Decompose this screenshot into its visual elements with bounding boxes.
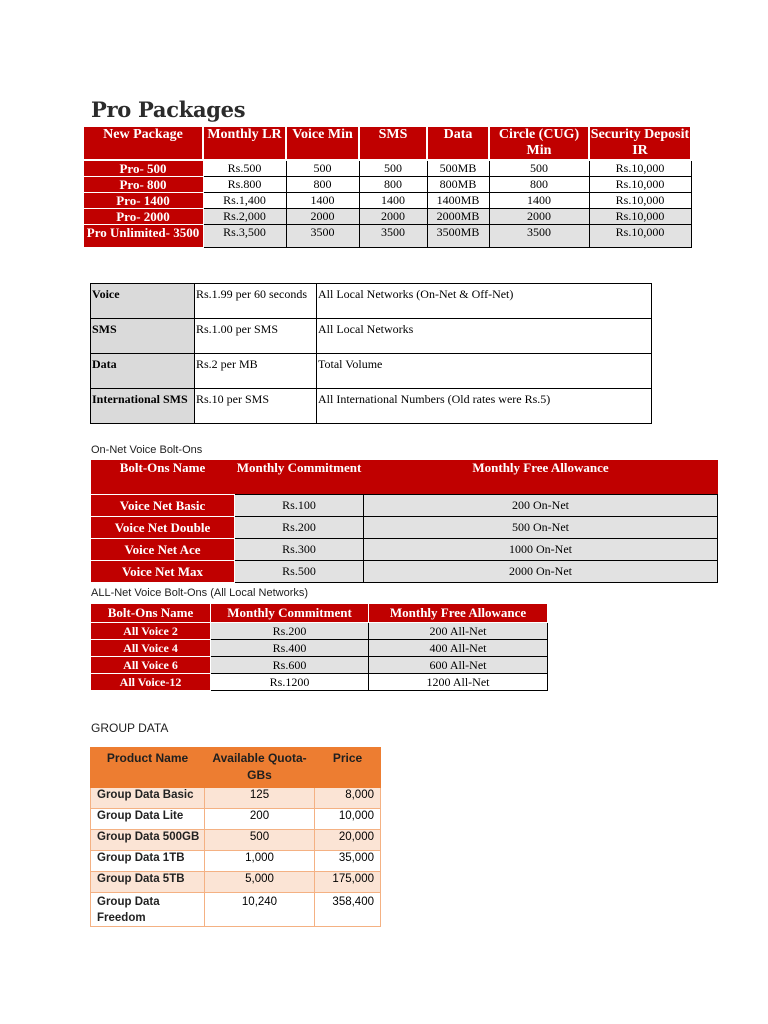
rate-label: International SMS (91, 389, 195, 424)
cell: Rs.500 (235, 561, 364, 583)
table-header-row (91, 748, 381, 788)
price: 175,000 (315, 872, 381, 893)
column-header: Monthly Commitment (211, 604, 369, 623)
product-name: Group Data Freedom (91, 893, 205, 927)
product-name: Group Data 500GB (91, 830, 205, 851)
column-header: Available Quota-GBs (205, 748, 315, 788)
cell: Rs.10,000 (589, 193, 691, 209)
cell: 500 (359, 160, 427, 177)
quota: 200 (205, 809, 315, 830)
product-name: Group Data 1TB (91, 851, 205, 872)
table-row (91, 788, 381, 809)
column-header: Security Deposit IR (590, 127, 690, 158)
table-row (91, 851, 381, 872)
table-row (91, 354, 652, 389)
column-header: Voice Min (286, 126, 359, 160)
price: 10,000 (315, 809, 381, 830)
table-row (83, 209, 691, 225)
rate-scope: Total Volume (317, 354, 652, 389)
cell: 1400MB (427, 193, 489, 209)
cell: 2000 (359, 209, 427, 225)
cell: 3500 (489, 225, 589, 248)
column-header: Data (427, 126, 489, 160)
cell: Rs.10,000 (589, 177, 691, 193)
product-name: Group Data 5TB (91, 872, 205, 893)
rate-label: Voice (91, 284, 195, 319)
cell: 400 All-Net (369, 640, 548, 657)
column-header: Monthly LR (203, 126, 286, 160)
cell: Rs.200 (235, 517, 364, 539)
cell: 500MB (427, 160, 489, 177)
table-row (91, 539, 718, 561)
column-header: Bolt-Ons Name (91, 460, 235, 495)
table-row (83, 160, 691, 177)
allnet-title: ALL-Net Voice Bolt-Ons (All Local Networks) (91, 587, 309, 599)
table-row (91, 872, 381, 893)
column-header: New Package (83, 126, 203, 160)
table-row (91, 674, 548, 691)
cell: 3500MB (427, 225, 489, 248)
bolt-on-name: All Voice 6 (91, 657, 211, 674)
cell: 2000 (489, 209, 589, 225)
table-header-row (91, 604, 548, 623)
table-row (91, 319, 652, 354)
rate-value: Rs.1.99 per 60 seconds (195, 284, 317, 319)
table-row (91, 284, 652, 319)
rate-scope: All International Numbers (Old rates were Rs.5) (317, 389, 652, 424)
quota: 125 (205, 788, 315, 809)
bolt-on-name: Voice Net Double (91, 517, 235, 539)
cell: 2000 (286, 209, 359, 225)
cell: 800 (489, 177, 589, 193)
pro-packages-table (82, 125, 692, 248)
cell: 1400 (489, 193, 589, 209)
package-name: Pro- 800 (83, 177, 203, 193)
cell: Rs.800 (203, 177, 286, 193)
column-header: Bolt-Ons Name (91, 604, 211, 623)
quota: 5,000 (205, 872, 315, 893)
cell: 1400 (359, 193, 427, 209)
price: 35,000 (315, 851, 381, 872)
cell: 500 (286, 160, 359, 177)
cell: 500 (489, 160, 589, 177)
pro-packages-title: Pro Packages (91, 97, 246, 122)
package-name: Pro- 2000 (83, 209, 203, 225)
bolt-on-name: All Voice 4 (91, 640, 211, 657)
cell: Rs.10,000 (589, 225, 691, 248)
table-row (91, 517, 718, 539)
price: 20,000 (315, 830, 381, 851)
cell: 3500 (286, 225, 359, 248)
column-header: Price (315, 748, 381, 788)
cell: Rs.2,000 (203, 209, 286, 225)
package-name: Pro Unlimited- 3500 (83, 225, 203, 248)
cell: Rs.400 (211, 640, 369, 657)
rate-scope: All Local Networks (On-Net & Off-Net) (317, 284, 652, 319)
cell: 2000MB (427, 209, 489, 225)
rate-value: Rs.10 per SMS (195, 389, 317, 424)
table-row (83, 225, 691, 248)
table-row (91, 389, 652, 424)
cell: Rs.500 (203, 160, 286, 177)
bolt-on-name: Voice Net Basic (91, 495, 235, 517)
cell: 600 All-Net (369, 657, 548, 674)
cell: 1400 (286, 193, 359, 209)
column-header: SMS (359, 126, 427, 160)
bolt-on-name: All Voice 2 (91, 623, 211, 640)
cell: Rs.10,000 (589, 209, 691, 225)
cell: 1200 All-Net (369, 674, 548, 691)
table-header-row (83, 126, 691, 160)
table-row (91, 561, 718, 583)
allnet-bolt-ons-table (90, 603, 548, 691)
rates-table (90, 283, 652, 424)
table-row (83, 193, 691, 209)
package-name: Pro- 500 (83, 160, 203, 177)
bolt-on-name: All Voice-12 (91, 674, 211, 691)
quota: 500 (205, 830, 315, 851)
rate-scope: All Local Networks (317, 319, 652, 354)
cell: 500 On-Net (364, 517, 718, 539)
bolt-on-name: Voice Net Ace (91, 539, 235, 561)
price: 8,000 (315, 788, 381, 809)
cell: 1000 On-Net (364, 539, 718, 561)
rate-value: Rs.1.00 per SMS (195, 319, 317, 354)
column-header: Monthly Commitment (235, 460, 364, 495)
table-row (83, 177, 691, 193)
package-name: Pro- 1400 (83, 193, 203, 209)
table-row (91, 657, 548, 674)
cell: 200 All-Net (369, 623, 548, 640)
cell: 200 On-Net (364, 495, 718, 517)
cell: 800MB (427, 177, 489, 193)
table-row (91, 623, 548, 640)
table-header-row (91, 460, 718, 495)
cell: 3500 (359, 225, 427, 248)
group-data-title: GROUP DATA (91, 721, 169, 735)
bolt-on-name: Voice Net Max (91, 561, 235, 583)
quota: 1,000 (205, 851, 315, 872)
quota: 10,240 (205, 893, 315, 927)
table-row (91, 893, 381, 927)
cell: Rs.1200 (211, 674, 369, 691)
rate-label: Data (91, 354, 195, 389)
cell: 2000 On-Net (364, 561, 718, 583)
rate-label: SMS (91, 319, 195, 354)
rate-value: Rs.2 per MB (195, 354, 317, 389)
table-row (91, 640, 548, 657)
cell: 800 (359, 177, 427, 193)
group-data-table (90, 747, 381, 927)
cell: Rs.10,000 (589, 160, 691, 177)
cell: Rs.100 (235, 495, 364, 517)
product-name: Group Data Basic (91, 788, 205, 809)
cell: Rs.600 (211, 657, 369, 674)
cell: 800 (286, 177, 359, 193)
column-header: Product Name (91, 748, 205, 788)
cell: Rs.1,400 (203, 193, 286, 209)
table-row (91, 830, 381, 851)
price: 358,400 (315, 893, 381, 927)
table-row (91, 809, 381, 830)
product-name: Group Data Lite (91, 809, 205, 830)
column-header: Monthly Free Allowance (364, 460, 718, 495)
onnet-title: On-Net Voice Bolt-Ons (91, 444, 203, 456)
cell: Rs.3,500 (203, 225, 286, 248)
column-header: Circle (CUG) Min (489, 126, 589, 160)
table-row (91, 495, 718, 517)
onnet-bolt-ons-table (90, 460, 718, 583)
cell: Rs.300 (235, 539, 364, 561)
column-header: Monthly Free Allowance (369, 604, 548, 623)
cell: Rs.200 (211, 623, 369, 640)
